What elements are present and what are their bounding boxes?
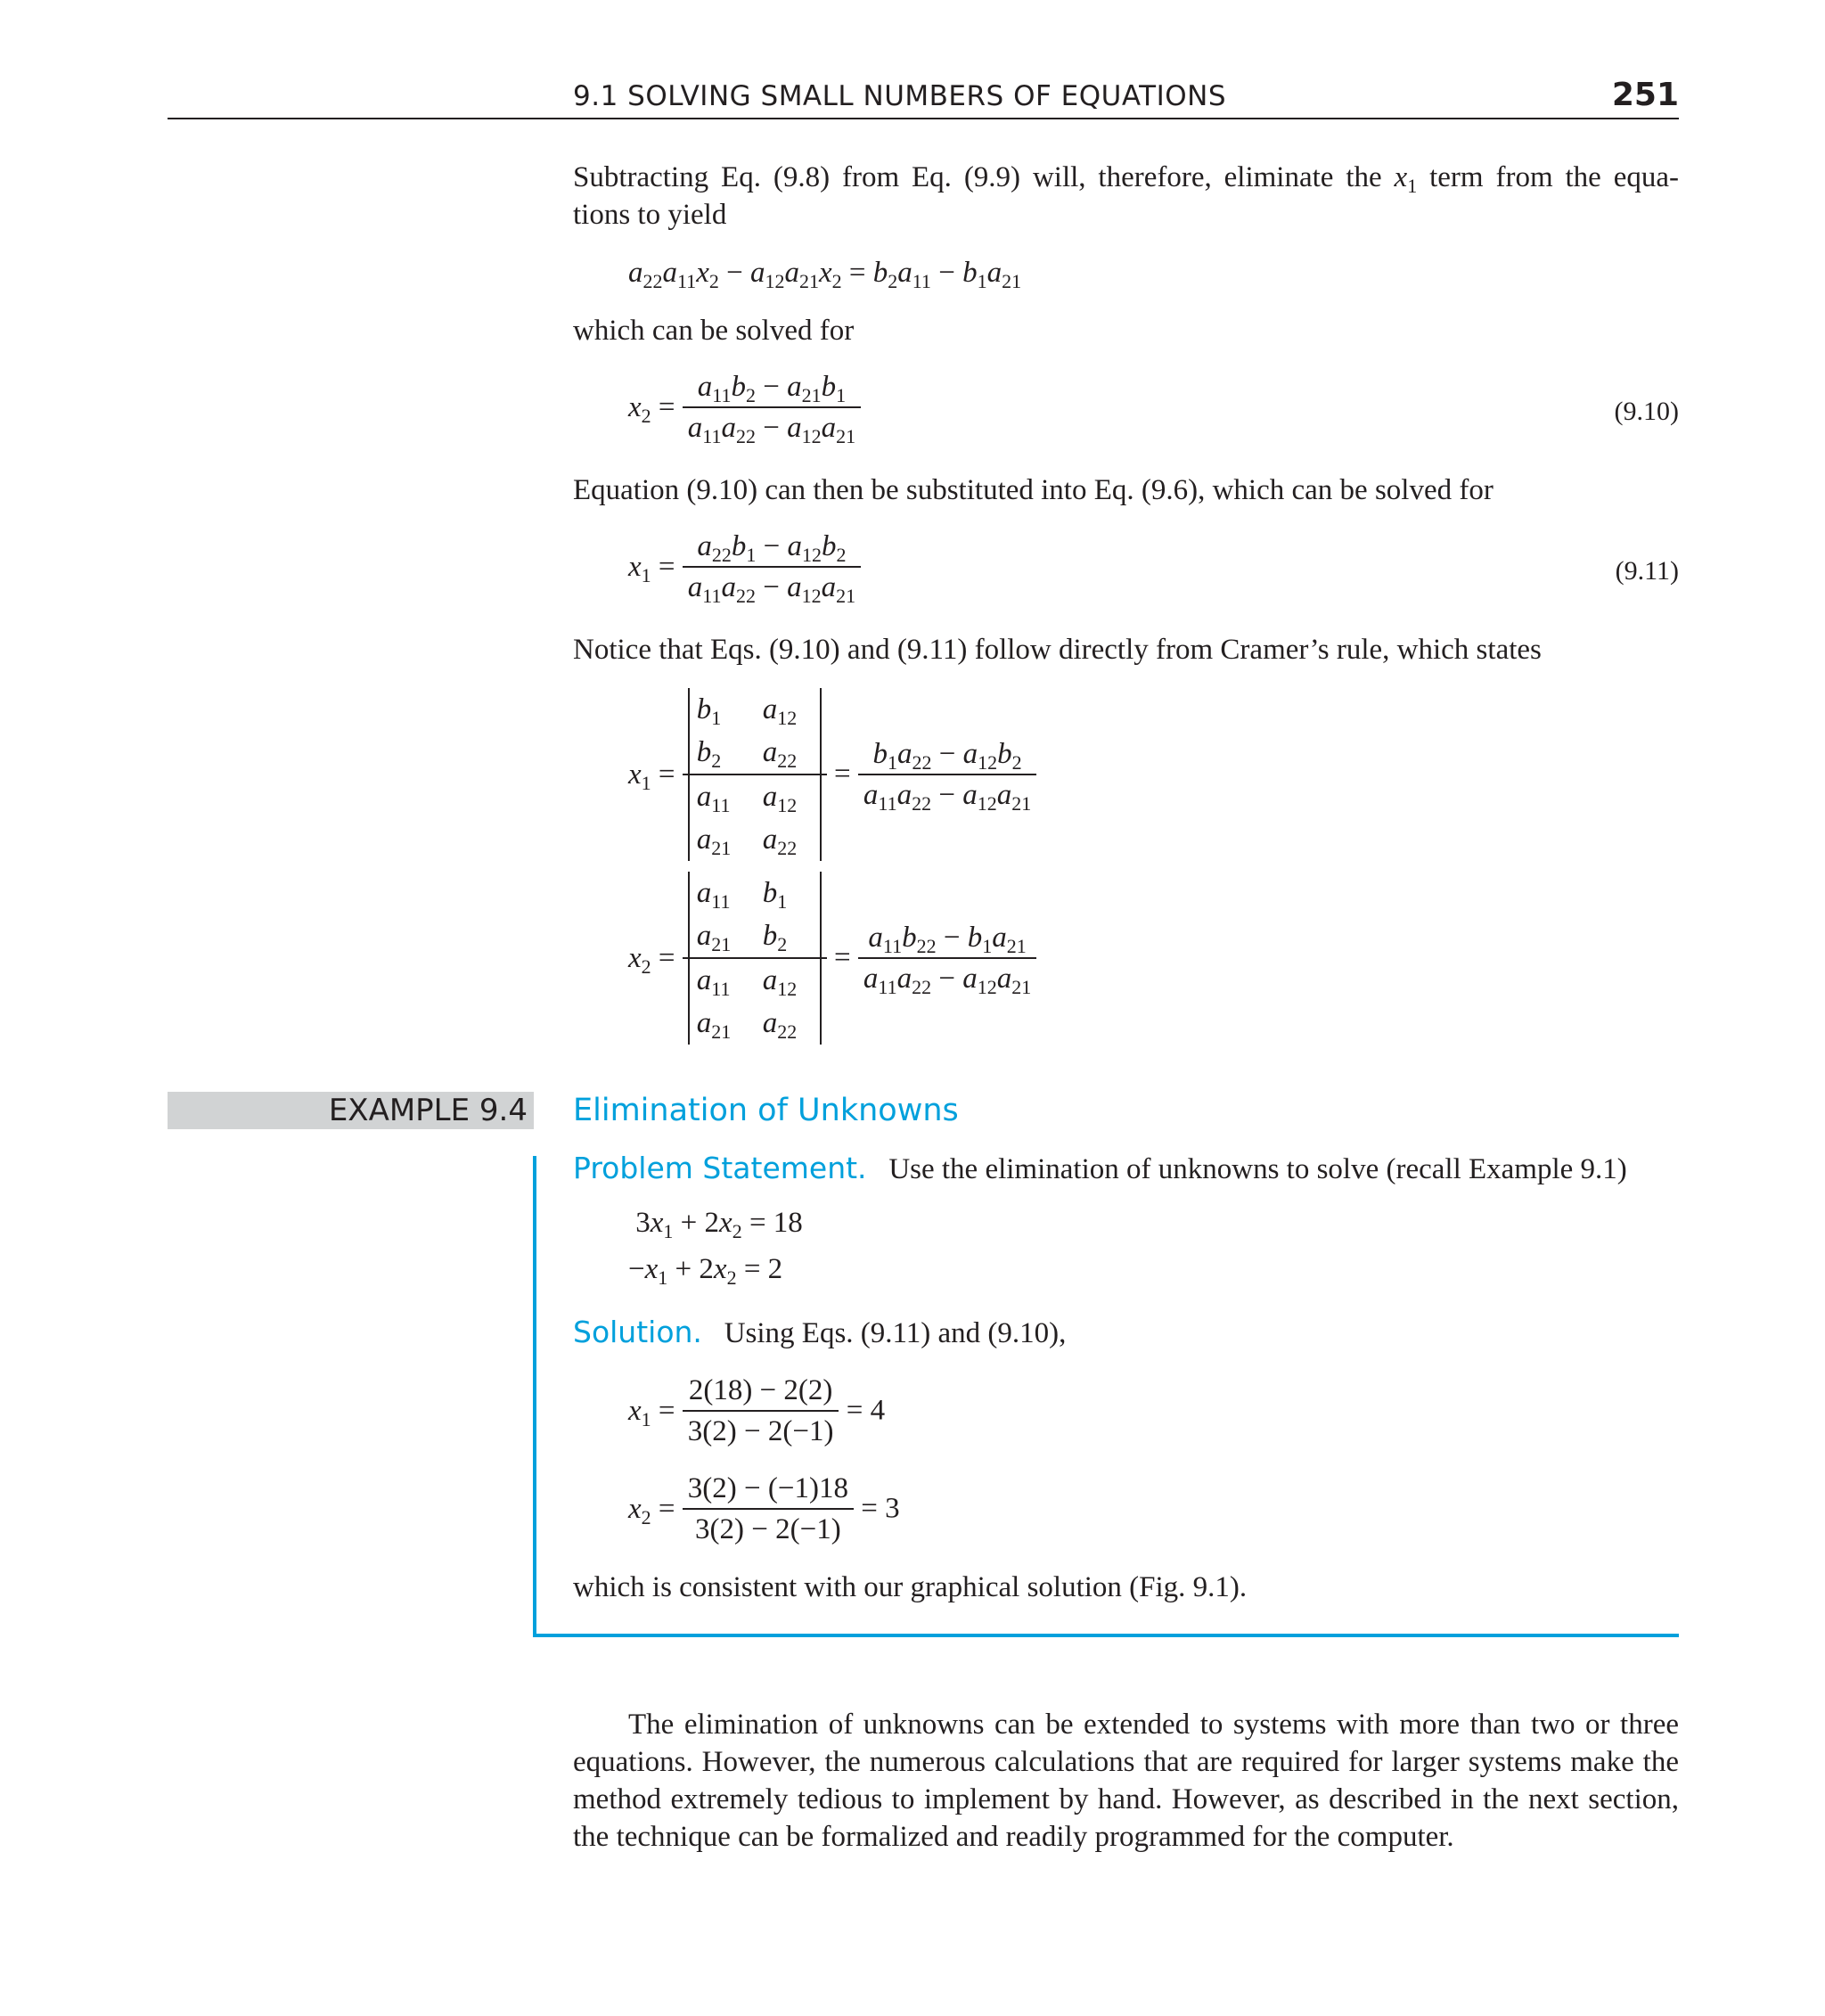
solution-x2: $x_2$ = $\frac{3(2) - (-1)18}{3(2) - 2(-1)}$ = 3	[628, 1472, 900, 1545]
problem-statement-text: Use the elimination of unknowns to solve (recall Example 9.1)	[888, 1153, 1627, 1185]
header-rule	[168, 118, 1679, 119]
equation-eliminated: $a_{22}a_{11}x_2 - a_{12}a_{21}x_2 = b_2a_{11} - b_1a_{21}$	[628, 257, 1022, 292]
solution	[573, 1314, 1066, 1352]
running-header-title: 9.1 SOLVING SMALL NUMBERS OF EQUATIONS	[573, 80, 1226, 112]
equation-9-10: $x_2$ = $\frac{a_{11}b_2 - a_{21}b_1}{a_{11}a_{22} - a_{12}a_{21}}$	[628, 367, 861, 447]
solution-heading: Solution.	[573, 1315, 702, 1349]
equation-number-9-11: (9.11)	[1615, 556, 1679, 586]
solution-x1: $x_1$ = $\frac{2(18) - 2(2)}{3(2) - 2(-1)}$ = 4	[628, 1374, 886, 1447]
paragraph-substituted: Equation (9.10) can then be substituted into Eq. (9.6), which can be solved for	[573, 474, 1494, 506]
system-equation-2: $-x_1 + 2x_2 = 2$	[628, 1253, 783, 1289]
equation-number-9-10: (9.10)	[1614, 397, 1679, 426]
paragraph-subtracting: Subtracting Eq. (9.8) from Eq. (9.9) will, therefore, eliminate the $x_1$ term from the equa- tions to yield	[573, 161, 1680, 231]
system-equation-1: $3x_1 + 2x_2 = 18$	[628, 1207, 803, 1242]
cramer-x1: $x_1$ = $b_1$ $a_{12}$ $b_2$ $a_{22}$ $a_{11}$ $a_{12}$ $a_{21}$ $a_{22}$ = $\frac{b_1a_{22} - a_{12}b_2}{a_{11}a_{22} - a_{12}a_{21}}$	[628, 688, 1036, 861]
example-bottom-rule	[533, 1634, 1679, 1637]
paragraph-solved-for: which can be solved for	[573, 315, 855, 347]
example-left-rule	[533, 1156, 536, 1637]
page-number: 251	[1611, 77, 1679, 113]
problem-statement	[573, 1150, 1627, 1188]
solution-text: Using Eqs. (9.11) and (9.10),	[724, 1317, 1067, 1349]
example-label: EXAMPLE 9.4	[328, 1093, 528, 1128]
solution-conclusion: which is consistent with our graphical solution (Fig. 9.1).	[573, 1571, 1248, 1603]
equation-9-11: $x_1$ = $\frac{a_{22}b_1 - a_{12}b_2}{a_{11}a_{22} - a_{12}a_{21}}$	[628, 527, 861, 607]
paragraph-closing: The elimination of unknowns can be extended to systems with more than two or three equations. However, the numerous calculations that are required for larger systems make the method extremely tedious to implement by hand. However, as described in the next section, the technique can be formalized and readily programmed for the computer.	[573, 1709, 1679, 1853]
cramer-x2: $x_2$ = $a_{11}$ $b_1$ $a_{21}$ $b_2$ $a_{11}$ $a_{12}$ $a_{21}$ $a_{22}$ = $\frac{a_{11}b_{22} - b_1a_{21}}{a_{11}a_{22} - a_{12}a_{21}}$	[628, 872, 1036, 1045]
problem-statement-heading: Problem Statement.	[573, 1151, 867, 1185]
example-title: Elimination of Unknowns	[573, 1093, 959, 1128]
paragraph-cramers-rule: Notice that Eqs. (9.10) and (9.11) follow directly from Cramer’s rule, which states	[573, 634, 1542, 666]
